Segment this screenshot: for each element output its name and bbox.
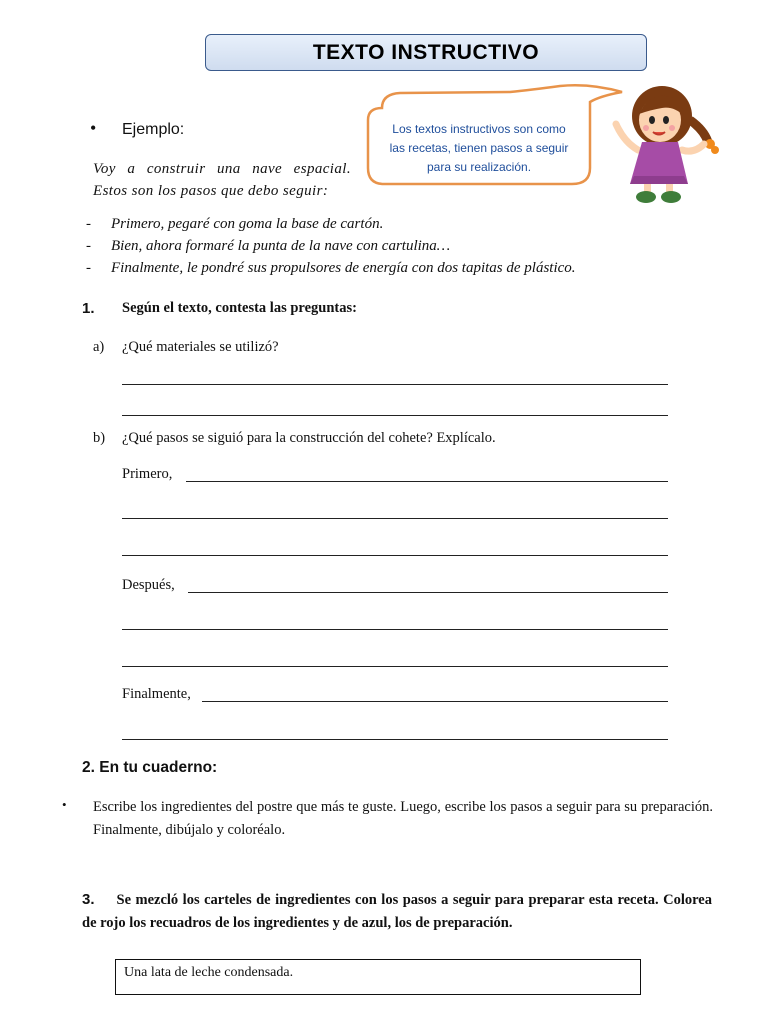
step-text: Primero, pegaré con goma la base de cartón. [111,216,384,232]
example-step [86,260,576,277]
bubble-line: Los textos instructivos son como [392,122,566,136]
prompt-finalmente: Finalmente, [122,686,191,702]
answer-line[interactable] [122,739,668,740]
prompt-despues: Después, [122,577,175,593]
girl-illustration [608,80,728,205]
bubble-line: para su realización. [426,160,532,174]
question-a-text: ¿Qué materiales se utilizó? [122,339,279,355]
section2-bullet: • [62,797,67,812]
answer-line[interactable] [122,629,668,630]
section2-text: Escribe los ingredientes del postre que más te guste. Luego, escribe los pasos a seguir para su preparación. Finalmente, dibújalo y coloréalo. [93,799,713,838]
step-dash: - [86,260,91,276]
example-intro-line1: Voy a construir una nave espacial. [93,161,351,177]
step-text: Bien, ahora formaré la punta de la nave con cartulina… [111,238,451,254]
section1-heading: Según el texto, contesta las preguntas: [122,300,357,316]
example-step [86,238,450,255]
answer-line[interactable] [188,592,668,593]
answer-line[interactable] [122,555,668,556]
question-b-letter: b) [93,430,106,446]
question-b-text: ¿Qué pasos se siguió para la construcción del cohete? Explícalo. [122,430,496,446]
prompt-primero: Primero, [122,466,173,482]
answer-line[interactable] [202,701,668,702]
answer-line[interactable] [186,481,668,482]
section3-number: 3. [82,891,95,908]
example-intro-line2: Estos son los pasos que debo seguir: [93,183,329,199]
bubble-line: las recetas, tienen pasos a seguir [389,141,569,155]
section3-paragraph [82,888,712,935]
answer-line[interactable] [122,666,668,667]
ingredient-card[interactable] [115,959,641,995]
question-a-letter: a) [93,339,105,355]
speech-bubble-text [372,120,586,177]
example-bullet: • [90,118,97,138]
section3-text: Se mezcló los carteles de ingredientes con los pasos a seguir para preparar esta receta. Colorea de rojo los recuadros de los ingredientes y de azul, los de preparación. [82,892,712,931]
example-label: Ejemplo: [122,121,185,138]
answer-line[interactable] [122,518,668,519]
ingredient-card-text: Una lata de leche condensada. [124,965,294,980]
section1-number: 1. [82,300,95,317]
answer-line[interactable] [122,415,668,416]
example-step [86,216,383,233]
step-text: Finalmente, le pondré sus propulsores de energía con dos tapitas de plástico. [111,260,576,276]
answer-line[interactable] [122,384,668,385]
step-dash: - [86,238,91,254]
page-title: TEXTO INSTRUCTIVO [205,34,647,71]
step-dash: - [86,216,91,232]
section2-heading: 2. En tu cuaderno: [82,759,218,776]
